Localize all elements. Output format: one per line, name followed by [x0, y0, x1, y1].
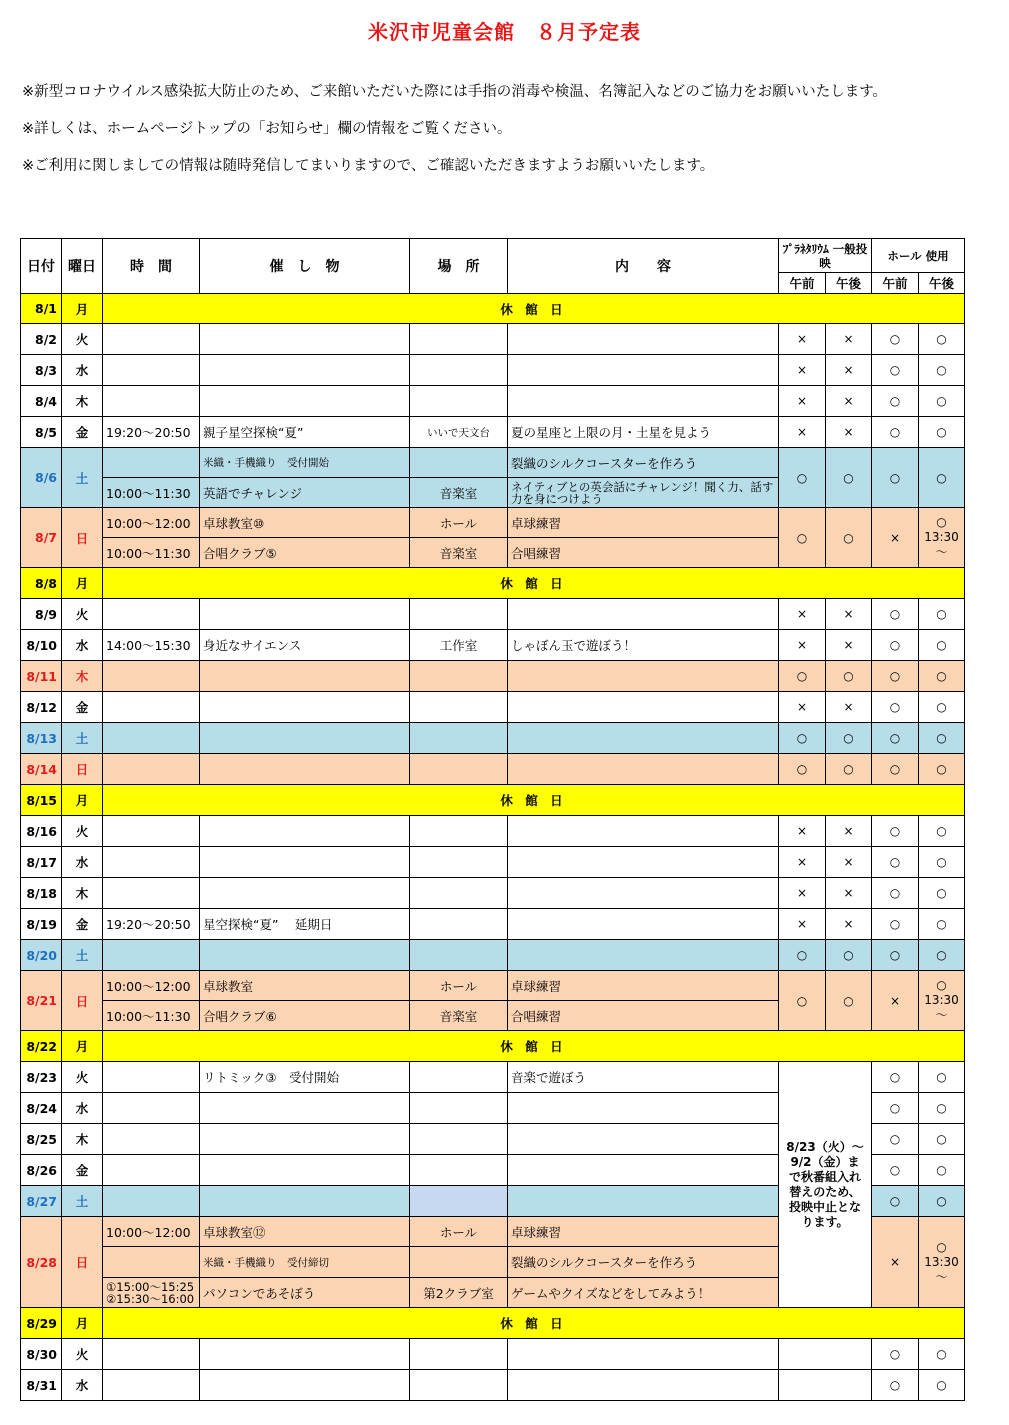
- row-time-1: ①15:00～15:25: [106, 1279, 195, 1294]
- row-place: ホール: [410, 971, 508, 1001]
- hall-am: ○: [872, 1093, 919, 1124]
- hall-pm: ○: [919, 1093, 965, 1124]
- closed-label: 休 館 日: [103, 785, 965, 816]
- plan-pm: ○: [826, 661, 872, 692]
- hall-pm: ○: [919, 847, 965, 878]
- hall-pm: ○: [919, 692, 965, 723]
- row-place: 第2クラブ室: [410, 1278, 508, 1308]
- plan-pm: ×: [826, 878, 872, 909]
- row-event: 米織・手機織り 受付開始: [200, 448, 410, 478]
- hall-pm: ○: [919, 448, 965, 508]
- row-dow: 水: [62, 847, 103, 878]
- row-event: 米織・手機織り 受付締切: [200, 1247, 410, 1278]
- row-time: [103, 1278, 200, 1308]
- row-dow: 月: [62, 294, 103, 324]
- hall-pm: ○: [919, 1186, 965, 1217]
- plan-am: ×: [779, 417, 826, 448]
- row-dow: 金: [62, 1155, 103, 1186]
- plan-am: ×: [779, 355, 826, 386]
- row-event: 身近なサイエンス: [200, 630, 410, 661]
- hall-am: ×: [872, 508, 919, 568]
- plan-pm: ○: [826, 448, 872, 508]
- row-time: 10:00～11:30: [103, 1001, 200, 1031]
- header-time: 時 間: [103, 239, 200, 294]
- table-row: [21, 508, 965, 538]
- header-hall-pm: 午後: [919, 273, 965, 294]
- row-place: 音楽室: [410, 478, 508, 508]
- row-dow: 日: [62, 1217, 103, 1308]
- hall-pm-time: 13:30: [924, 993, 959, 1007]
- row-place: 音楽室: [410, 538, 508, 568]
- row-event: パソコンであそぼう: [200, 1278, 410, 1308]
- hall-pm: ○: [919, 355, 965, 386]
- hall-am: ○: [872, 909, 919, 940]
- header-hall-am: 午前: [872, 273, 919, 294]
- row-dow: 土: [62, 1186, 103, 1217]
- row-place: 音楽室: [410, 1001, 508, 1031]
- table-row: [21, 448, 965, 478]
- row-content: 夏の星座と上限の月・土星を見よう: [508, 417, 779, 448]
- header-place: 場 所: [410, 239, 508, 294]
- row-time: 19:20～20:50: [103, 909, 200, 940]
- row-event: 合唱クラブ⑥: [200, 1001, 410, 1031]
- header-plan-am: 午前: [779, 273, 826, 294]
- row-dow: 木: [62, 661, 103, 692]
- plan-am: ×: [779, 386, 826, 417]
- row-event: 星空探検“夏” 延期日: [200, 909, 410, 940]
- row-dow: 日: [62, 508, 103, 568]
- hall-pm: ○: [919, 1124, 965, 1155]
- hall-pm: [919, 971, 965, 1031]
- plan-pm: ×: [826, 355, 872, 386]
- row-event: リトミック③ 受付開始: [200, 1062, 410, 1093]
- row-date: 8/25: [21, 1124, 62, 1155]
- row-dow: 水: [62, 630, 103, 661]
- row-date: 8/12: [21, 692, 62, 723]
- plan-pm: ○: [826, 940, 872, 971]
- planetarium-suspension-note: 8/23（火）～9/2（金）まで秋番組入れ替えのため、投映中止となります。: [779, 1062, 872, 1308]
- row-dow: 火: [62, 599, 103, 630]
- hall-am: ○: [872, 754, 919, 785]
- notice-block: [22, 84, 967, 195]
- row-date: 8/28: [21, 1217, 62, 1308]
- row-dow: 火: [62, 816, 103, 847]
- table-row: [21, 754, 965, 785]
- plan-pm: ×: [826, 692, 872, 723]
- plan-am: ○: [779, 940, 826, 971]
- row-date: 8/17: [21, 847, 62, 878]
- row-content: 卓球練習: [508, 508, 779, 538]
- table-row: [21, 1339, 965, 1370]
- hall-am: ○: [872, 847, 919, 878]
- hall-am: ○: [872, 448, 919, 508]
- row-content: 裂織のシルクコースターを作ろう: [508, 1247, 779, 1278]
- header-event: 催 し 物: [200, 239, 410, 294]
- row-date: 8/14: [21, 754, 62, 785]
- hall-pm: ○: [919, 599, 965, 630]
- plan-pm: ×: [826, 816, 872, 847]
- row-dow: 土: [62, 448, 103, 508]
- plan-am: ○: [779, 723, 826, 754]
- plan-am: ×: [779, 599, 826, 630]
- hall-pm: ○: [919, 661, 965, 692]
- row-date: 8/11: [21, 661, 62, 692]
- hall-pm-tilde: ～: [935, 545, 948, 559]
- hall-am: ○: [872, 723, 919, 754]
- row-event: 卓球教室: [200, 971, 410, 1001]
- plan-am: ×: [779, 878, 826, 909]
- hall-am: ○: [872, 417, 919, 448]
- table-row: [21, 692, 965, 723]
- row-date: 8/10: [21, 630, 62, 661]
- row-dow: 水: [62, 1370, 103, 1401]
- header-date: 日付: [21, 239, 62, 294]
- row-dow: 水: [62, 355, 103, 386]
- row-content: 卓球練習: [508, 971, 779, 1001]
- row-time-2: ②15:30～16:00: [106, 1291, 195, 1306]
- hall-pm-mark: ○: [936, 515, 947, 529]
- header-hall: ホール 使用: [872, 239, 965, 273]
- notice-1: ※新型コロナウイルス感染拡大防止のため、ご来館いただいた際には手指の消毒や検温、名簿記入などのご協力をお願いいたします。: [22, 84, 888, 100]
- header-planetarium: ﾌﾟﾗﾈﾀﾘｳﾑ 一般投映: [779, 239, 872, 273]
- plan-am: ×: [779, 847, 826, 878]
- row-event: 親子星空探検“夏”: [200, 417, 410, 448]
- hall-pm: ○: [919, 1370, 965, 1401]
- hall-am: ○: [872, 1339, 919, 1370]
- hall-pm: ○: [919, 1339, 965, 1370]
- row-date: 8/1: [21, 294, 62, 324]
- table-row: [21, 816, 965, 847]
- plan-pm: ×: [826, 386, 872, 417]
- row-content: 卓球練習: [508, 1217, 779, 1247]
- plan-pm: ○: [826, 723, 872, 754]
- hall-am: ×: [872, 971, 919, 1031]
- table-row: [21, 661, 965, 692]
- row-date: 8/13: [21, 723, 62, 754]
- table-row: [21, 630, 965, 661]
- row-date: 8/23: [21, 1062, 62, 1093]
- row-dow: 月: [62, 785, 103, 816]
- row-date: 8/5: [21, 417, 62, 448]
- table-row: [21, 386, 965, 417]
- row-dow: 火: [62, 1339, 103, 1370]
- row-dow: 水: [62, 1093, 103, 1124]
- row-dow: 木: [62, 878, 103, 909]
- row-dow: 土: [62, 940, 103, 971]
- plan-pm: ○: [826, 971, 872, 1031]
- closed-label: 休 館 日: [103, 568, 965, 599]
- table-row: [21, 355, 965, 386]
- row-event: 英語でチャレンジ: [200, 478, 410, 508]
- hall-am: ○: [872, 1370, 919, 1401]
- table-row: [21, 878, 965, 909]
- hall-pm: ○: [919, 417, 965, 448]
- hall-pm: ○: [919, 1062, 965, 1093]
- table-row: [21, 324, 965, 355]
- plan-am: ○: [779, 754, 826, 785]
- row-date: 8/27: [21, 1186, 62, 1217]
- row-time: 10:00～12:00: [103, 508, 200, 538]
- row-dow: 日: [62, 971, 103, 1031]
- hall-am: ○: [872, 1155, 919, 1186]
- row-content: ゲームやクイズなどをしてみよう！: [508, 1278, 779, 1308]
- row-dow: 月: [62, 568, 103, 599]
- row-event: 卓球教室⑩: [200, 508, 410, 538]
- row-date: 8/8: [21, 568, 62, 599]
- hall-pm: ○: [919, 324, 965, 355]
- plan-am: ×: [779, 909, 826, 940]
- table-row: [21, 940, 965, 971]
- row-date: 8/19: [21, 909, 62, 940]
- row-dow: 金: [62, 417, 103, 448]
- row-event: 卓球教室⑫: [200, 1217, 410, 1247]
- row-date: 8/29: [21, 1308, 62, 1339]
- plan-am: ×: [779, 324, 826, 355]
- row-place: 工作室: [410, 630, 508, 661]
- plan-pm: ×: [826, 630, 872, 661]
- row-time: 10:00～12:00: [103, 1217, 200, 1247]
- notice-2: ※詳しくは、ホームページトップの「お知らせ」欄の情報をご覧ください。: [22, 121, 512, 137]
- table-row: [21, 1062, 965, 1093]
- row-date: 8/15: [21, 785, 62, 816]
- row-content: 音楽で遊ぼう: [508, 1062, 779, 1093]
- hall-pm: ○: [919, 723, 965, 754]
- closed-label: 休 館 日: [103, 294, 965, 324]
- row-dow: 土: [62, 723, 103, 754]
- table-row: [21, 568, 965, 599]
- hall-pm-mark: ○: [936, 1239, 947, 1254]
- plan-am: ×: [779, 692, 826, 723]
- header-row: [21, 239, 965, 273]
- hall-am: ○: [872, 324, 919, 355]
- hall-am: ○: [872, 1124, 919, 1155]
- hall-pm: ○: [919, 386, 965, 417]
- plan-pm: ○: [826, 754, 872, 785]
- row-time: 10:00～11:30: [103, 478, 200, 508]
- table-row: [21, 1308, 965, 1339]
- row-time: 10:00～12:00: [103, 971, 200, 1001]
- row-date: 8/26: [21, 1155, 62, 1186]
- row-event: 合唱クラブ⑤: [200, 538, 410, 568]
- hall-am: ○: [872, 692, 919, 723]
- closed-label: 休 館 日: [103, 1308, 965, 1339]
- row-date: 8/2: [21, 324, 62, 355]
- plan-am: ×: [779, 630, 826, 661]
- row-date: 8/31: [21, 1370, 62, 1401]
- hall-pm: ○: [919, 754, 965, 785]
- hall-pm: ○: [919, 878, 965, 909]
- row-date: 8/9: [21, 599, 62, 630]
- row-date: 8/7: [21, 508, 62, 568]
- hall-pm: ○: [919, 816, 965, 847]
- hall-am: ○: [872, 355, 919, 386]
- plan-pm: ×: [826, 324, 872, 355]
- row-content: 合唱練習: [508, 538, 779, 568]
- row-date: 8/21: [21, 971, 62, 1031]
- hall-am: ○: [872, 878, 919, 909]
- table-row: [21, 417, 965, 448]
- page-title: 米沢市児童会館 ８月予定表: [368, 20, 641, 44]
- hall-am: ○: [872, 630, 919, 661]
- row-date: 8/24: [21, 1093, 62, 1124]
- row-dow: 金: [62, 692, 103, 723]
- hall-pm: [919, 1217, 965, 1308]
- hall-am: ×: [872, 1217, 919, 1308]
- row-date: 8/18: [21, 878, 62, 909]
- row-place: ホール: [410, 1217, 508, 1247]
- plan-pm: ×: [826, 417, 872, 448]
- table-row: [21, 1370, 965, 1401]
- row-time: 10:00～11:30: [103, 538, 200, 568]
- notice-3: ※ご利用に関しましての情報は随時発信してまいりますので、ご確認いただきますようお願いいたします。: [22, 158, 715, 174]
- row-date: 8/30: [21, 1339, 62, 1370]
- row-content: 合唱練習: [508, 1001, 779, 1031]
- hall-am: ○: [872, 1186, 919, 1217]
- plan-am: ○: [779, 508, 826, 568]
- table-row: [21, 971, 965, 1001]
- plan-pm: ○: [826, 508, 872, 568]
- plan-pm: ×: [826, 847, 872, 878]
- row-dow: 月: [62, 1308, 103, 1339]
- row-place: いいで天文台: [410, 417, 508, 448]
- table-row: [21, 785, 965, 816]
- row-place: ホール: [410, 508, 508, 538]
- table-row: [21, 723, 965, 754]
- header-content: 内 容: [508, 239, 779, 294]
- table-row: [21, 1031, 965, 1062]
- row-content: 裂織のシルクコースターを作ろう: [508, 448, 779, 478]
- hall-pm-tilde: ～: [935, 1008, 948, 1022]
- row-dow: 金: [62, 909, 103, 940]
- header-dow: 曜日: [62, 239, 103, 294]
- row-date: 8/4: [21, 386, 62, 417]
- hall-pm: [919, 508, 965, 568]
- row-content: しゃぼん玉で遊ぼう！: [508, 630, 779, 661]
- hall-pm-time: 13:30: [924, 1254, 959, 1269]
- row-date: 8/3: [21, 355, 62, 386]
- row-date: 8/22: [21, 1031, 62, 1062]
- hall-pm-time: 13:30: [924, 530, 959, 544]
- row-dow: 木: [62, 386, 103, 417]
- plan-am: ○: [779, 448, 826, 508]
- row-dow: 木: [62, 1124, 103, 1155]
- hall-pm: ○: [919, 630, 965, 661]
- row-date: 8/16: [21, 816, 62, 847]
- hall-pm-tilde: ～: [935, 1269, 948, 1284]
- plan-am: ○: [779, 661, 826, 692]
- closed-label: 休 館 日: [103, 1031, 965, 1062]
- hall-am: ○: [872, 940, 919, 971]
- row-time: 14:00～15:30: [103, 630, 200, 661]
- row-dow: 火: [62, 324, 103, 355]
- hall-am: ○: [872, 1062, 919, 1093]
- table-row: [21, 599, 965, 630]
- plan-pm: ×: [826, 599, 872, 630]
- table-row: [21, 909, 965, 940]
- table-row: [21, 847, 965, 878]
- hall-am: ○: [872, 661, 919, 692]
- row-dow: 月: [62, 1031, 103, 1062]
- plan-am: ×: [779, 816, 826, 847]
- hall-pm-mark: ○: [936, 978, 947, 992]
- plan-am: ○: [779, 971, 826, 1031]
- hall-am: ○: [872, 599, 919, 630]
- hall-pm: ○: [919, 940, 965, 971]
- row-date: 8/20: [21, 940, 62, 971]
- row-dow: 日: [62, 754, 103, 785]
- schedule-table: [20, 238, 965, 1401]
- hall-pm: ○: [919, 909, 965, 940]
- row-date: 8/6: [21, 448, 62, 508]
- header-plan-pm: 午後: [826, 273, 872, 294]
- row-content: ネイティブとの英会話にチャレンジ！聞く力、話す力を身につけよう: [508, 478, 779, 508]
- table-row: [21, 294, 965, 324]
- row-dow: 火: [62, 1062, 103, 1093]
- hall-am: ○: [872, 386, 919, 417]
- row-time: 19:20～20:50: [103, 417, 200, 448]
- plan-pm: ×: [826, 909, 872, 940]
- hall-pm: ○: [919, 1155, 965, 1186]
- hall-am: ○: [872, 816, 919, 847]
